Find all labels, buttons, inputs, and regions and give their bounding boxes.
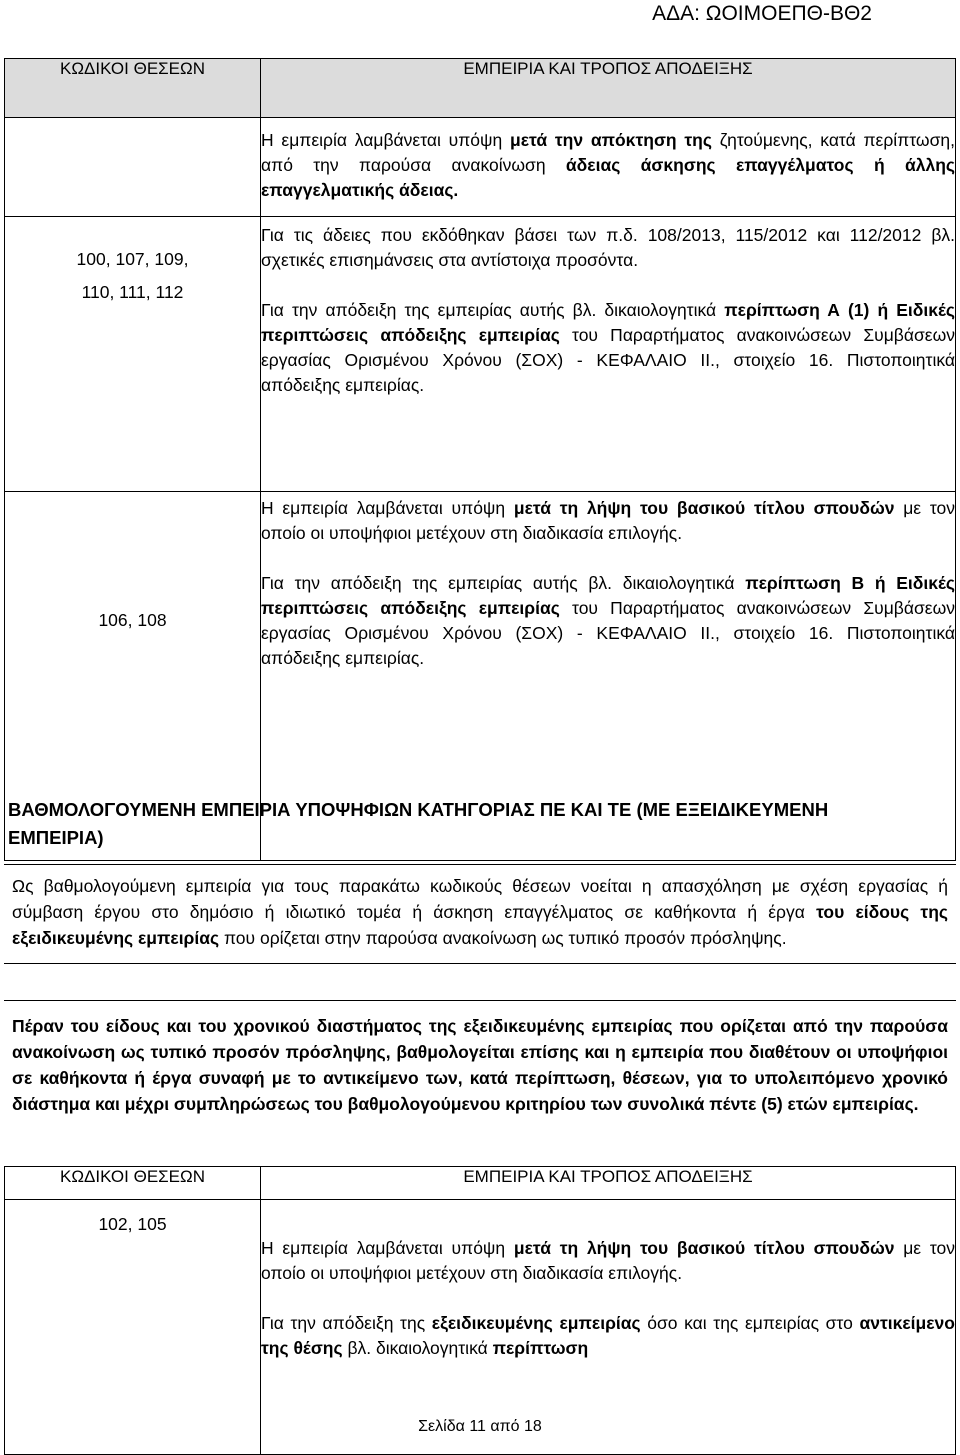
- code-line: 110, 111, 112: [81, 282, 184, 302]
- bold-span: του είδους της εξειδικευμένης εμπειρίας: [12, 902, 948, 948]
- bold-span: μετά την απόκτηση της: [509, 130, 712, 150]
- table-row: [5, 118, 956, 217]
- text-span: με τον οποίο οι υποψήφιοι μετέχουν στη διαδικασία επιλογής.: [261, 498, 955, 543]
- text-span: Για την απόδειξη της εμπειρίας αυτής βλ. δικαιολογητικά: [261, 573, 746, 593]
- experience-text: [261, 298, 955, 398]
- bold-span: μετά τη λήψη του βασικού τίτλου σπουδών: [513, 498, 895, 518]
- bold-span: εξειδικευμένης εμπειρίας: [431, 1313, 641, 1333]
- text-span: Η εμπειρία λαμβάνεται υπόψη: [261, 130, 510, 150]
- section-title: ΒΑΘΜΟΛΟΓΟΥΜΕΝΗ ΕΜΠΕΙΡΙΑ ΥΠΟΨΗΦΙΩΝ ΚΑΤΗΓΟΡΙΑΣ ΠΕ ΚΑΙ ΤΕ (ΜΕ ΕΞΕΙΔΙΚΕΥΜΕΝΗ ΕΜΠΕΙΡΙΑ): [8, 799, 829, 848]
- table-header-row: [5, 1167, 956, 1200]
- table-row: [5, 217, 956, 492]
- text-span: του Παραρτήματος ανακοινώσεων Συμβάσεων εργασίας Ορισμένου Χρόνου (ΣΟΧ) - ΚΕΦΑΛΑΙΟ ΙΙ., στοιχείο 16. Πιστοποιητικά απόδειξης εμπειρίας.: [261, 325, 955, 395]
- text-span: Για την απόδειξη της: [261, 1313, 432, 1333]
- positions-table-2: [4, 1166, 956, 1455]
- code-cell: [5, 217, 261, 492]
- bold-span: άδειας άσκησης επαγγέλματος ή άλλης επαγγελματικής άδειας.: [261, 155, 955, 200]
- bold-span: μετά τη λήψη του βασικού τίτλου σπουδών: [513, 1238, 895, 1258]
- ada-code: ΑΔΑ: ΩΟΙΜΟΕΠΘ-ΒΘ2: [652, 2, 872, 25]
- code-line: 100, 107, 109,: [76, 249, 189, 269]
- experience-text: [261, 1311, 955, 1361]
- experience-text: [261, 496, 955, 546]
- experience-text: Για τις άδειες που εκδόθηκαν βάσει των π.δ. 108/2013, 115/2012 και 112/2012 βλ. σχετικές επισημάνσεις στα αντίστοιχα προσόντα.: [261, 225, 955, 270]
- text-span: Η εμπειρία λαμβάνεται υπόψη: [261, 1238, 514, 1258]
- additional-experience-box: [4, 1000, 956, 1117]
- experience-text: [261, 571, 955, 671]
- code-line: 102, 105: [98, 1214, 167, 1234]
- text-span: ζητούμενης, κατά περίπτωση, από την παρούσα ανακοίνωση: [261, 130, 955, 175]
- text-span: Ως βαθμολογούμενη εμπειρία για τους παρακάτω κωδικούς θέσεων νοείται η απασχόληση με σχέση εργασίας ή σύμβαση έργου στο δημόσιο ή ιδιωτικό τομέα ή άσκηση επαγγέλματος σε καθήκοντα ή έργα: [12, 876, 948, 922]
- code-line: 106, 108: [98, 610, 167, 630]
- text-span: Η εμπειρία λαμβάνεται υπόψη: [261, 498, 514, 518]
- text-span: του Παραρτήματος ανακοινώσεων Συμβάσεων εργασίας Ορισμένου Χρόνου (ΣΟΧ) - ΚΕΦΑΛΑΙΟ ΙΙ., στοιχείο 16. Πιστοποιητικά απόδειξης εμπειρίας.: [261, 598, 955, 668]
- additional-experience-text: Πέραν του είδους και του χρονικού διαστήματος της εξειδικευμένης εμπειρίας που ορίζεται από την παρούσα ανακοίνωση ως τυπικό προσόν πρόσληψης, βαθμολογείται επίσης και η εμπειρία που διαθέτουν οι υποψήφιοι σε καθήκοντα ή έργα συναφή με το αντικείμενο των, κατά περίπτωση, θέσεων, για το υπολειπόμενο χρονικό διάστημα και μέχρι συμπληρώσεως του βαθμολογούμενου κριτηρίου των συνολικά πέντε (5) ετών εμπειρίας.: [12, 1016, 948, 1114]
- text-span: Για την απόδειξη της εμπειρίας αυτής βλ. δικαιολογητικά: [261, 300, 725, 320]
- definition-box: [4, 864, 956, 964]
- experience-cell: [261, 217, 956, 492]
- bold-span: περίπτωση: [492, 1338, 589, 1358]
- header-experience: ΕΜΠΕΙΡΙΑ ΚΑΙ ΤΡΟΠΟΣ ΑΠΟΔΕΙΞΗΣ: [261, 1167, 956, 1200]
- code-cell-empty: [5, 118, 261, 217]
- bold-span: περίπτωση Β ή Ειδικές περιπτώσεις απόδειξης εμπειρίας: [261, 573, 955, 618]
- experience-text: [261, 128, 955, 203]
- text-span: που ορίζεται στην παρούσα ανακοίνωση ως τυπικό προσόν πρόσληψης.: [219, 928, 787, 948]
- bold-span: περίπτωση Α (1) ή Ειδικές περιπτώσεις απόδειξης εμπειρίας: [261, 300, 955, 345]
- text-span: όσο και της εμπειρίας στο: [640, 1313, 860, 1333]
- header-codes: ΚΩΔΙΚΟΙ ΘΕΣΕΩΝ: [5, 59, 261, 118]
- definition-text: [4, 873, 956, 951]
- text-span: βλ. δικαιολογητικά: [342, 1338, 493, 1358]
- experience-cell: [261, 118, 956, 217]
- page-number: Σελίδα 11 από 18: [418, 1418, 542, 1435]
- table-row: [5, 1200, 956, 1455]
- positions-table-1: [4, 58, 956, 861]
- code-cell: [5, 1200, 261, 1455]
- header-experience: ΕΜΠΕΙΡΙΑ ΚΑΙ ΤΡΟΠΟΣ ΑΠΟΔΕΙΞΗΣ: [261, 59, 956, 118]
- experience-text: [261, 1236, 955, 1286]
- text-span: με τον οποίο οι υποψήφιοι μετέχουν στη διαδικασία επιλογής.: [261, 1238, 955, 1283]
- experience-cell: [261, 1200, 956, 1455]
- header-codes: ΚΩΔΙΚΟΙ ΘΕΣΕΩΝ: [5, 1167, 261, 1200]
- bold-span: αντικείμενο της θέσης: [261, 1313, 955, 1358]
- table-header-row: [5, 59, 956, 118]
